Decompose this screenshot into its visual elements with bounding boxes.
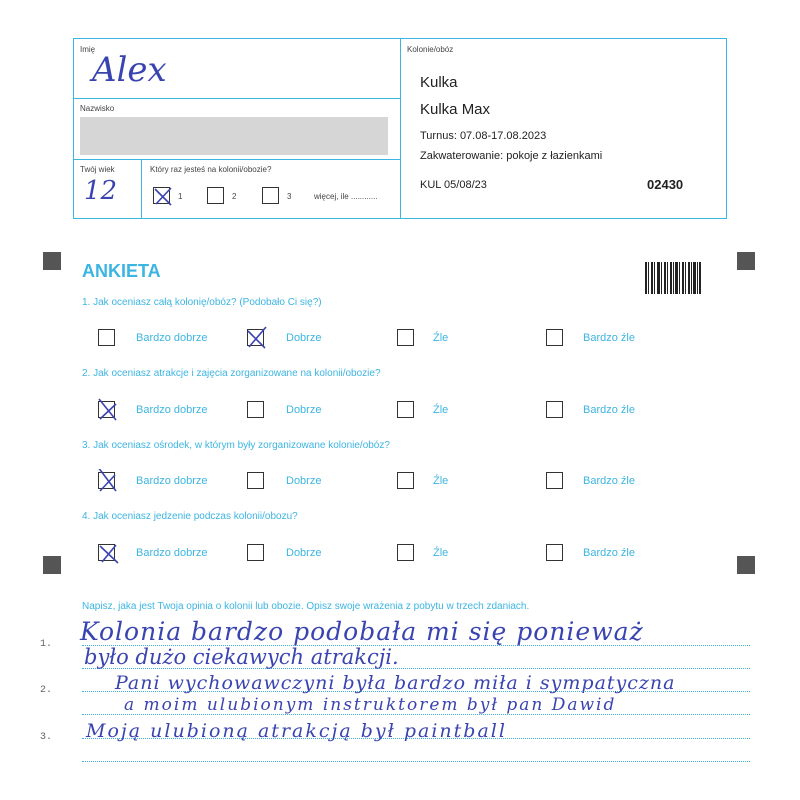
header-col-divider xyxy=(141,159,142,218)
check-mark-icon xyxy=(96,398,120,424)
accommodation: Zakwaterowanie: pokoje z łazienkami xyxy=(420,150,603,162)
camp-name: Kulka xyxy=(420,74,458,91)
camp-code: KUL 05/08/23 xyxy=(420,179,487,191)
times-checkbox-2[interactable] xyxy=(207,187,224,204)
q3-option-dobrze[interactable] xyxy=(247,472,264,489)
option-label: Źle xyxy=(433,547,449,559)
option-label: Bardzo dobrze xyxy=(136,547,208,559)
q3-option-bardzo-dobrze[interactable] xyxy=(98,472,115,489)
q4-option-bardzo-zle[interactable] xyxy=(546,544,563,561)
times-checkbox-3[interactable] xyxy=(262,187,279,204)
q3-option-bardzo-zle[interactable] xyxy=(546,472,563,489)
option-label: Bardzo źle xyxy=(583,475,635,487)
last-name-redaction xyxy=(80,117,388,155)
option-label: Źle xyxy=(433,332,449,344)
question-2: 2. Jak oceniasz atrakcje i zajęcia zorganizowane na kolonii/obozie? xyxy=(82,368,381,379)
q4-option-zle[interactable] xyxy=(397,544,414,561)
q1-option-zle[interactable] xyxy=(397,329,414,346)
times-option-1: 1 xyxy=(178,192,183,201)
header-row-divider-1 xyxy=(73,98,401,99)
handwritten-line-3: Pani wychowawczyni była bardzo miła i sympatyczna xyxy=(115,672,676,694)
header-row-divider-2 xyxy=(73,159,401,160)
times-more: więcej, ile ............ xyxy=(314,192,378,201)
camp-full-name: Kulka Max xyxy=(420,101,491,118)
option-label: Dobrze xyxy=(286,475,322,487)
option-label: Bardzo źle xyxy=(583,332,635,344)
option-label: Bardzo dobrze xyxy=(136,332,208,344)
q2-option-dobrze[interactable] xyxy=(247,401,264,418)
registration-mark xyxy=(43,252,61,270)
option-label: Bardzo dobrze xyxy=(136,404,208,416)
times-label: Który raz jesteś na kolonii/obozie? xyxy=(150,165,272,174)
q1-option-bardzo-dobrze[interactable] xyxy=(98,329,115,346)
registration-mark xyxy=(737,252,755,270)
age-label: Twój wiek xyxy=(80,165,115,174)
option-label: Źle xyxy=(433,475,449,487)
last-name-label: Nazwisko xyxy=(80,104,115,113)
check-mark-icon xyxy=(96,469,120,497)
opinion-prompt: Napisz, jaka jest Twoja opinia o kolonii lub obozie. Opisz swoje wrażenia z pobytu w trzech zdaniach. xyxy=(82,601,530,612)
q3-option-zle[interactable] xyxy=(397,472,414,489)
form-number: 02430 xyxy=(647,177,684,192)
handwritten-line-1: Kolonia bardzo podobała mi się ponieważ xyxy=(80,617,644,646)
times-checkbox-1[interactable] xyxy=(153,187,170,204)
option-label: Bardzo dobrze xyxy=(136,475,208,487)
option-label: Dobrze xyxy=(286,404,322,416)
option-label: Bardzo źle xyxy=(583,404,635,416)
check-mark-icon xyxy=(96,541,122,567)
q4-option-bardzo-dobrze[interactable] xyxy=(98,544,115,561)
q2-option-bardzo-zle[interactable] xyxy=(546,401,563,418)
option-label: Bardzo źle xyxy=(583,547,635,559)
q2-option-bardzo-dobrze[interactable] xyxy=(98,401,115,418)
question-4: 4. Jak oceniasz jedzenie podczas kolonii/obozu? xyxy=(82,511,298,522)
header-divider xyxy=(400,38,401,218)
option-label: Źle xyxy=(433,404,449,416)
barcode-icon xyxy=(645,262,701,294)
check-mark-icon xyxy=(151,184,175,208)
first-name-value: Alex xyxy=(92,50,167,90)
camp-label: Kolonie/obóz xyxy=(407,45,454,54)
handwritten-line-4: a moim ulubionym instruktorem był pan Dawid xyxy=(124,695,617,715)
check-mark-icon xyxy=(245,326,269,352)
age-value: 12 xyxy=(84,176,118,206)
q2-option-zle[interactable] xyxy=(397,401,414,418)
q4-option-dobrze[interactable] xyxy=(247,544,264,561)
times-option-2: 2 xyxy=(232,192,237,201)
q1-option-dobrze[interactable] xyxy=(247,329,264,346)
q1-option-bardzo-zle[interactable] xyxy=(546,329,563,346)
line-number: 1. xyxy=(40,639,53,650)
times-option-3: 3 xyxy=(287,192,292,201)
handwritten-line-2: było dużo ciekawych atrakcji. xyxy=(84,645,399,669)
registration-mark xyxy=(737,556,755,574)
dotted-line xyxy=(82,761,750,762)
registration-mark xyxy=(43,556,61,574)
line-number: 3. xyxy=(40,732,53,743)
question-1: 1. Jak oceniasz całą kolonię/obóz? (Podobało Ci się?) xyxy=(82,297,322,308)
question-3: 3. Jak oceniasz ośrodek, w którym były zorganizowane kolonie/obóz? xyxy=(82,440,390,451)
handwritten-line-5: Moją ulubioną atrakcją był paintball xyxy=(86,720,507,742)
option-label: Dobrze xyxy=(286,332,322,344)
first-name-label: Imię xyxy=(80,45,96,54)
survey-title: ANKIETA xyxy=(82,261,161,281)
option-label: Dobrze xyxy=(286,547,322,559)
line-number: 2. xyxy=(40,685,53,696)
turnus: Turnus: 07.08-17.08.2023 xyxy=(420,130,547,142)
